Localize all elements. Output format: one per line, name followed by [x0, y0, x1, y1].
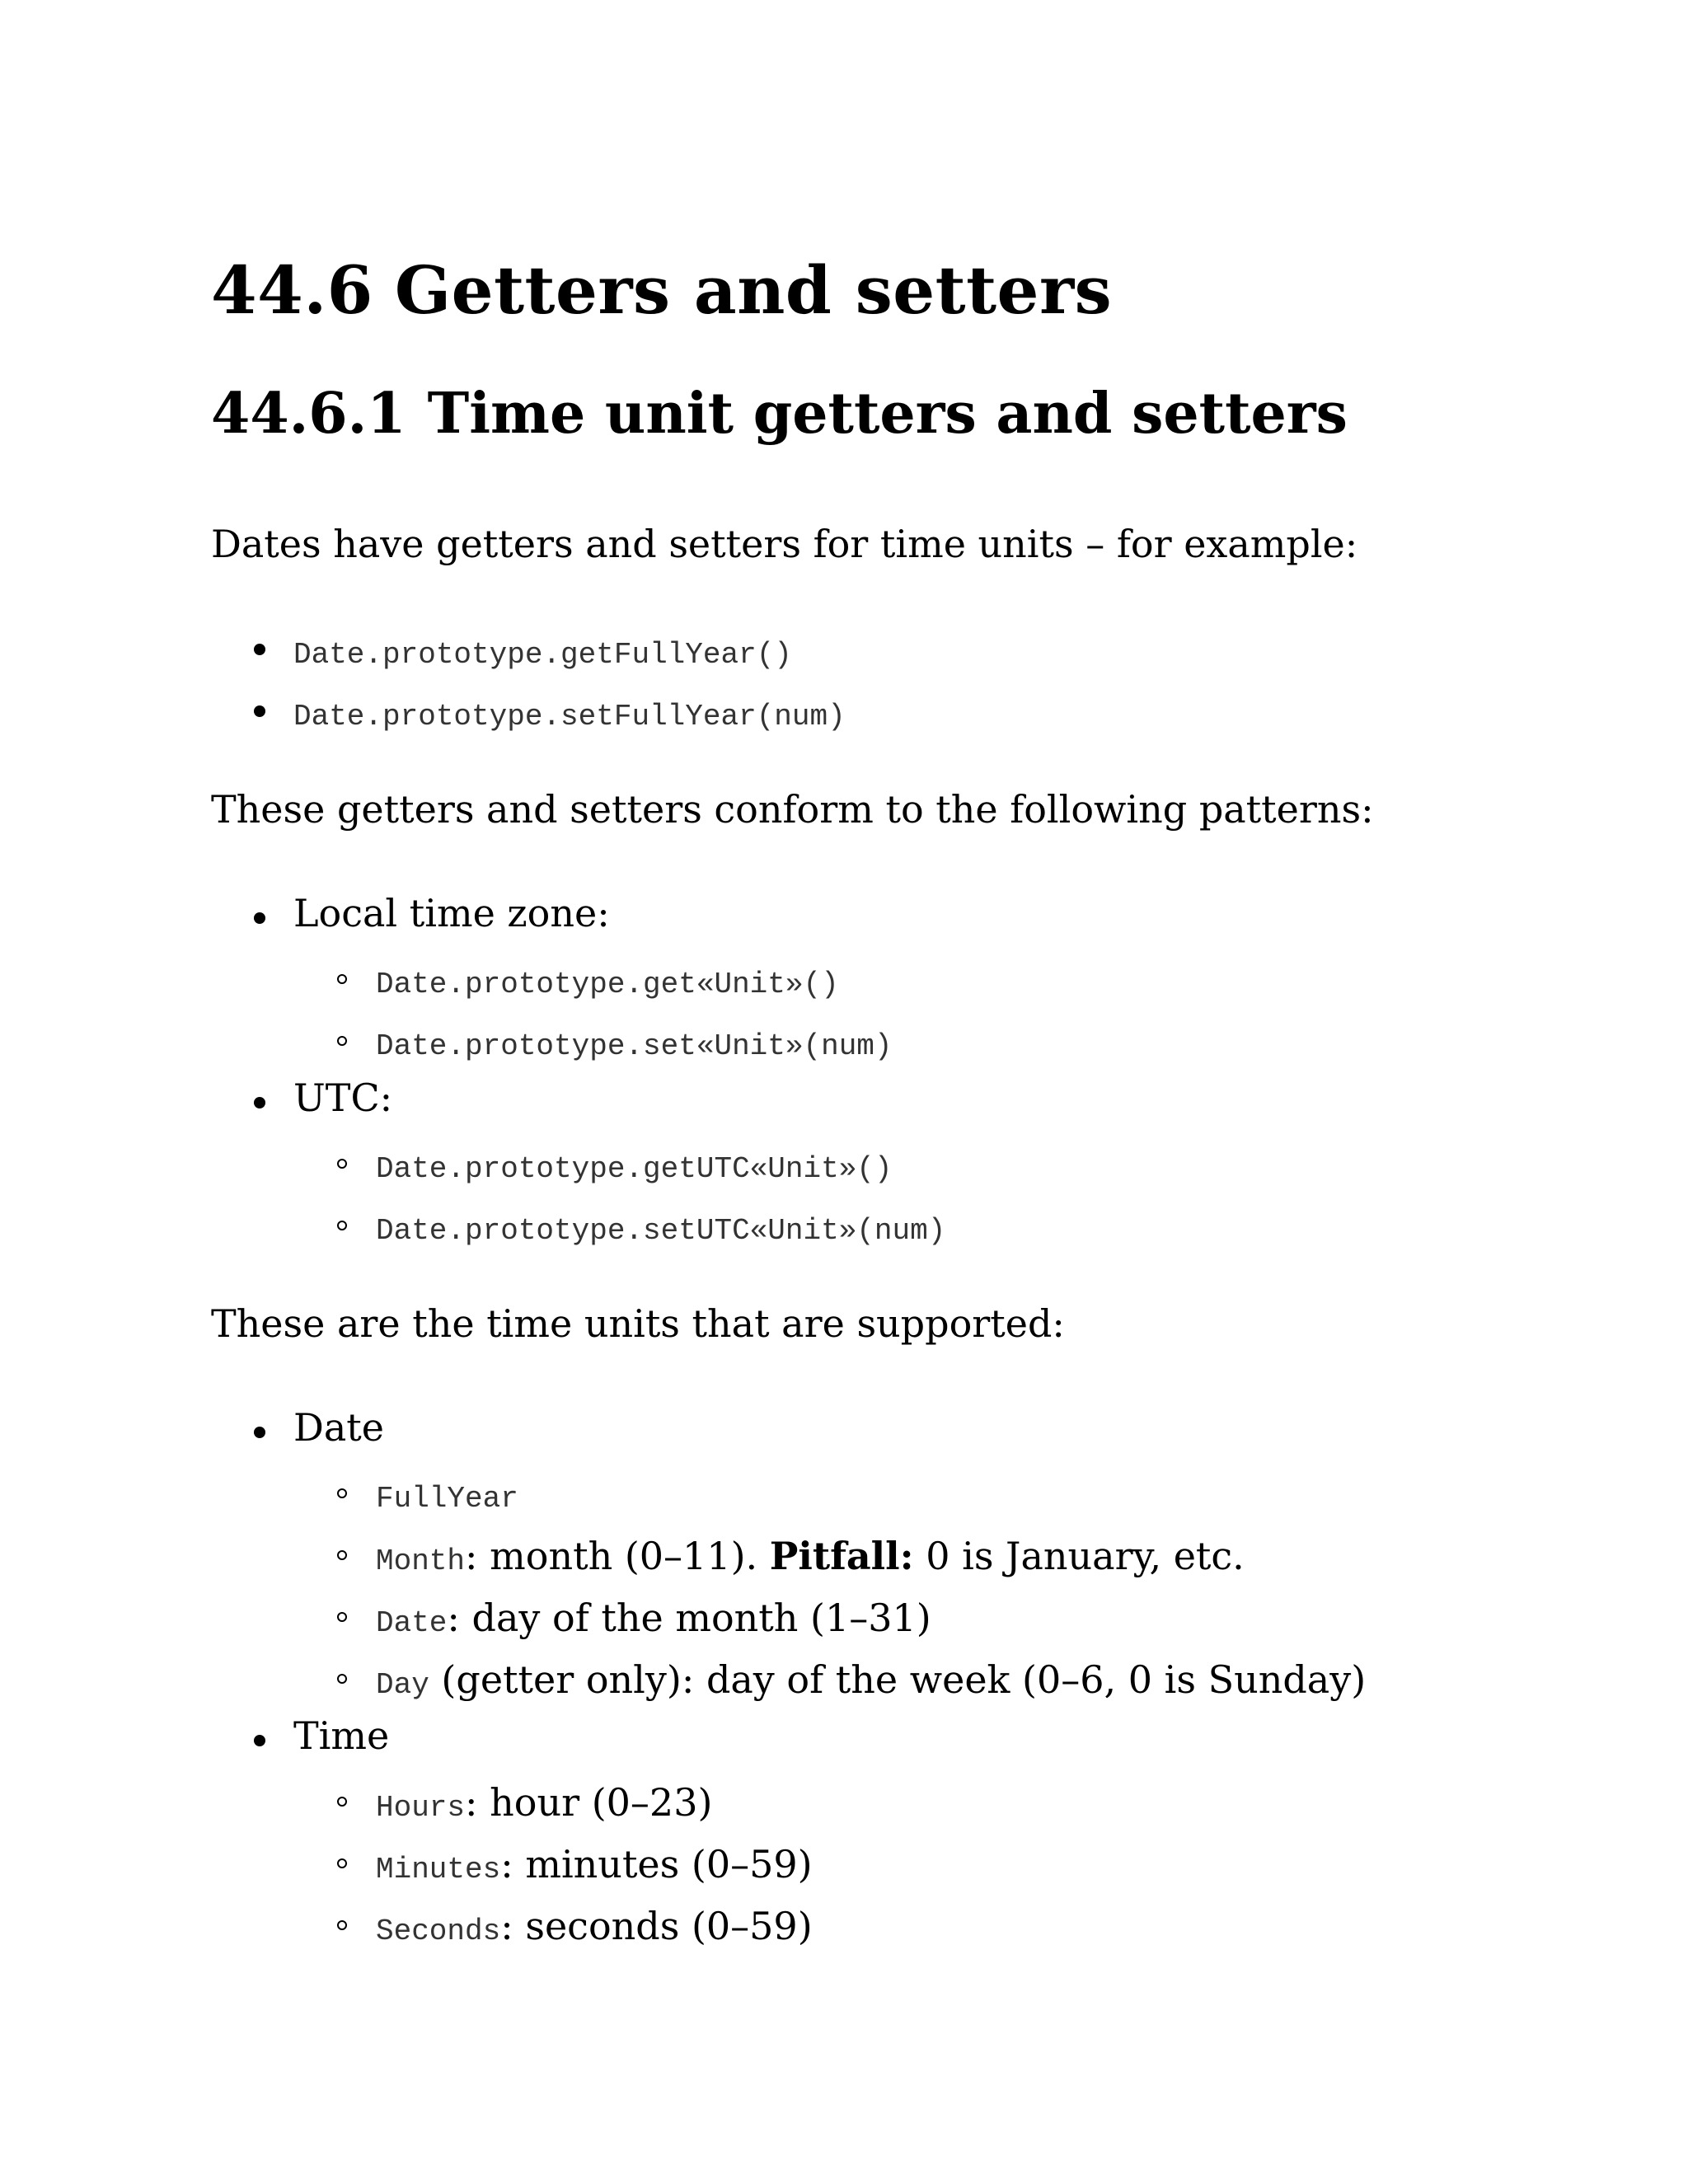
units-paragraph: These are the time units that are supported: — [211, 1301, 1065, 1346]
list-item: Date: day of the month (1–31) — [376, 1596, 931, 1640]
list-item: Date.prototype.setFullYear(num) — [293, 700, 846, 733]
list-item: Month: month (0–11). Pitfall: 0 is January, etc. — [376, 1534, 1245, 1578]
bullet-icon — [254, 1427, 265, 1438]
circle-bullet-icon — [337, 1159, 347, 1169]
bullet-icon — [254, 1735, 265, 1746]
circle-bullet-icon — [337, 1221, 347, 1230]
list-item: Hours: hour (0–23) — [376, 1780, 713, 1825]
circle-bullet-icon — [337, 1920, 347, 1930]
circle-bullet-icon — [337, 1488, 347, 1498]
subsection-title: Time unit getters and setters — [427, 381, 1348, 447]
list-item: Date.prototype.getFullYear() — [293, 638, 792, 672]
list-item: Minutes: minutes (0–59) — [376, 1842, 813, 1886]
section-heading — [211, 249, 1112, 331]
bullet-icon — [254, 912, 265, 924]
circle-bullet-icon — [337, 1858, 347, 1868]
list-item: UTC: — [293, 1076, 393, 1120]
subsection-number: 44.6.1 — [211, 381, 406, 447]
list-item: Time — [293, 1713, 390, 1758]
circle-bullet-icon — [337, 1550, 347, 1560]
circle-bullet-icon — [337, 1612, 347, 1622]
list-item: FullYear — [376, 1482, 518, 1516]
list-item: Date.prototype.setUTC«Unit»(num) — [376, 1214, 946, 1248]
intro-paragraph: Dates have getters and setters for time units – for example: — [211, 522, 1358, 566]
bullet-icon — [254, 644, 265, 655]
bullet-icon — [254, 1097, 265, 1108]
list-item: Date — [293, 1405, 385, 1450]
list-item: Date.prototype.getUTC«Unit»() — [376, 1152, 893, 1186]
bullet-icon — [254, 705, 265, 717]
patterns-paragraph: These getters and setters conform to the following patterns: — [211, 787, 1374, 832]
section-number: 44.6 — [211, 251, 373, 329]
list-item: Day (getter only): day of the week (0–6, 0 is Sunday) — [376, 1657, 1367, 1702]
list-item: Local time zone: — [293, 891, 610, 935]
list-item: Date.prototype.set«Unit»(num) — [376, 1029, 893, 1063]
circle-bullet-icon — [337, 1797, 347, 1807]
circle-bullet-icon — [337, 1674, 347, 1684]
circle-bullet-icon — [337, 974, 347, 984]
subsection-heading — [211, 379, 1348, 448]
section-title: Getters and setters — [394, 251, 1113, 329]
circle-bullet-icon — [337, 1036, 347, 1046]
list-item: Seconds: seconds (0–59) — [376, 1904, 813, 1948]
list-item: Date.prototype.get«Unit»() — [376, 968, 839, 1001]
